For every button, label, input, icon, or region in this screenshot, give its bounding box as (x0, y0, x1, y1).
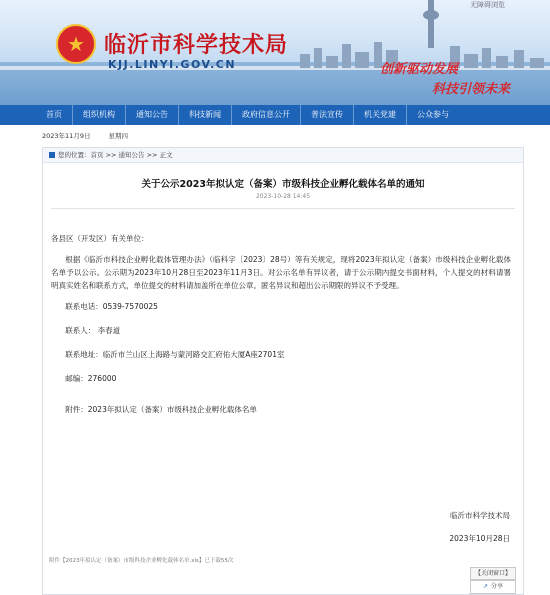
breadcrumb-sep: >> (103, 151, 119, 159)
breadcrumb-home[interactable]: 首页 (90, 151, 104, 159)
nav-item-tech-news[interactable]: 科技新闻 (179, 105, 232, 125)
site-banner (0, 0, 550, 105)
title-divider (51, 208, 515, 209)
slogan-line2: 科技引领未来 (432, 82, 511, 97)
main-nav (0, 105, 550, 125)
article-title: 关于公示2023年拟认定（备案）市级科技企业孵化载体名单的通知 (141, 179, 425, 190)
signature-date: 2023年10月28日 (449, 534, 510, 543)
nav-item-law[interactable]: 普法宣传 (301, 105, 354, 125)
tv-tower-ball (423, 10, 439, 20)
article-content (51, 232, 511, 416)
signature-org: 临沂市科学技术局 (450, 511, 510, 520)
location-icon (49, 152, 55, 158)
body-paragraph: 根据《临沂市科技企业孵化载体管理办法》（临科字〔2023〕28号）等有关规定，现将2023年拟认定（备案）市级科技企业孵化载体名单予以公示。公示期为2023年10月28日至2023年11月3日。对公示名单有异议者，请于公示期内提交书面材料，个人提交的材料请署明真实姓名和联系方式，单位提交的材料请加盖所在单位公章。匿名异议和超出公示期限的异议不予受理。 (51, 255, 511, 290)
current-weekday: 星期四 (108, 132, 129, 140)
breadcrumb (43, 148, 523, 163)
nav-item-party[interactable]: 机关党建 (354, 105, 407, 125)
postcode: 邮编：276000 (65, 374, 117, 383)
contact-person: 联系人： 李春道 (65, 326, 121, 335)
close-window-button[interactable]: 【关闭窗口】 (470, 567, 516, 580)
breadcrumb-current: 正文 (159, 151, 173, 159)
nav-item-gov-info[interactable]: 政府信息公开 (232, 105, 301, 125)
site-title[interactable]: 临沂市科学技术局 (104, 32, 289, 58)
breadcrumb-notices[interactable]: 通知公告 (118, 151, 145, 159)
nav-item-notices[interactable]: 通知公告 (126, 105, 179, 125)
contact-phone: 联系电话：0539-7570025 (65, 302, 158, 311)
attachment-download-link[interactable]: 附件【2023年拟认定（备案）市级科技企业孵化载体名单.xls】已下载55次 (49, 558, 234, 564)
national-emblem-icon: ★ (56, 24, 96, 64)
nav-item-public[interactable]: 公众参与 (417, 110, 449, 119)
top-right-note[interactable]: 无障碍浏览 (470, 1, 505, 9)
article-panel (42, 147, 524, 595)
nav-item-organization[interactable]: 组织机构 (73, 105, 126, 125)
attachment-line[interactable]: 附件：2023年拟认定（备案）市级科技企业孵化载体名单 (65, 405, 257, 414)
salutation: 各县区（开发区）有关单位： (51, 234, 149, 243)
nav-item-home[interactable]: 首页 (0, 105, 73, 125)
contact-address: 联系地址：临沂市兰山区上海路与蒙河路交汇府佑大厦A座2701室 (65, 350, 285, 359)
date-bar (42, 131, 144, 140)
breadcrumb-sep: >> (144, 151, 160, 159)
breadcrumb-prefix: 您的位置： (58, 151, 91, 159)
article-time: 2023-10-28 14:45 (255, 193, 311, 200)
site-domain: KJJ.LINYI.GOV.CN (108, 58, 237, 71)
share-label: 分享 (491, 583, 504, 590)
tv-tower (428, 0, 434, 48)
current-date: 2023年11月9日 (42, 132, 91, 140)
share-icon: ↗ (482, 583, 488, 590)
share-button[interactable] (470, 580, 516, 594)
slogan-line1: 创新驱动发展 (380, 62, 459, 77)
